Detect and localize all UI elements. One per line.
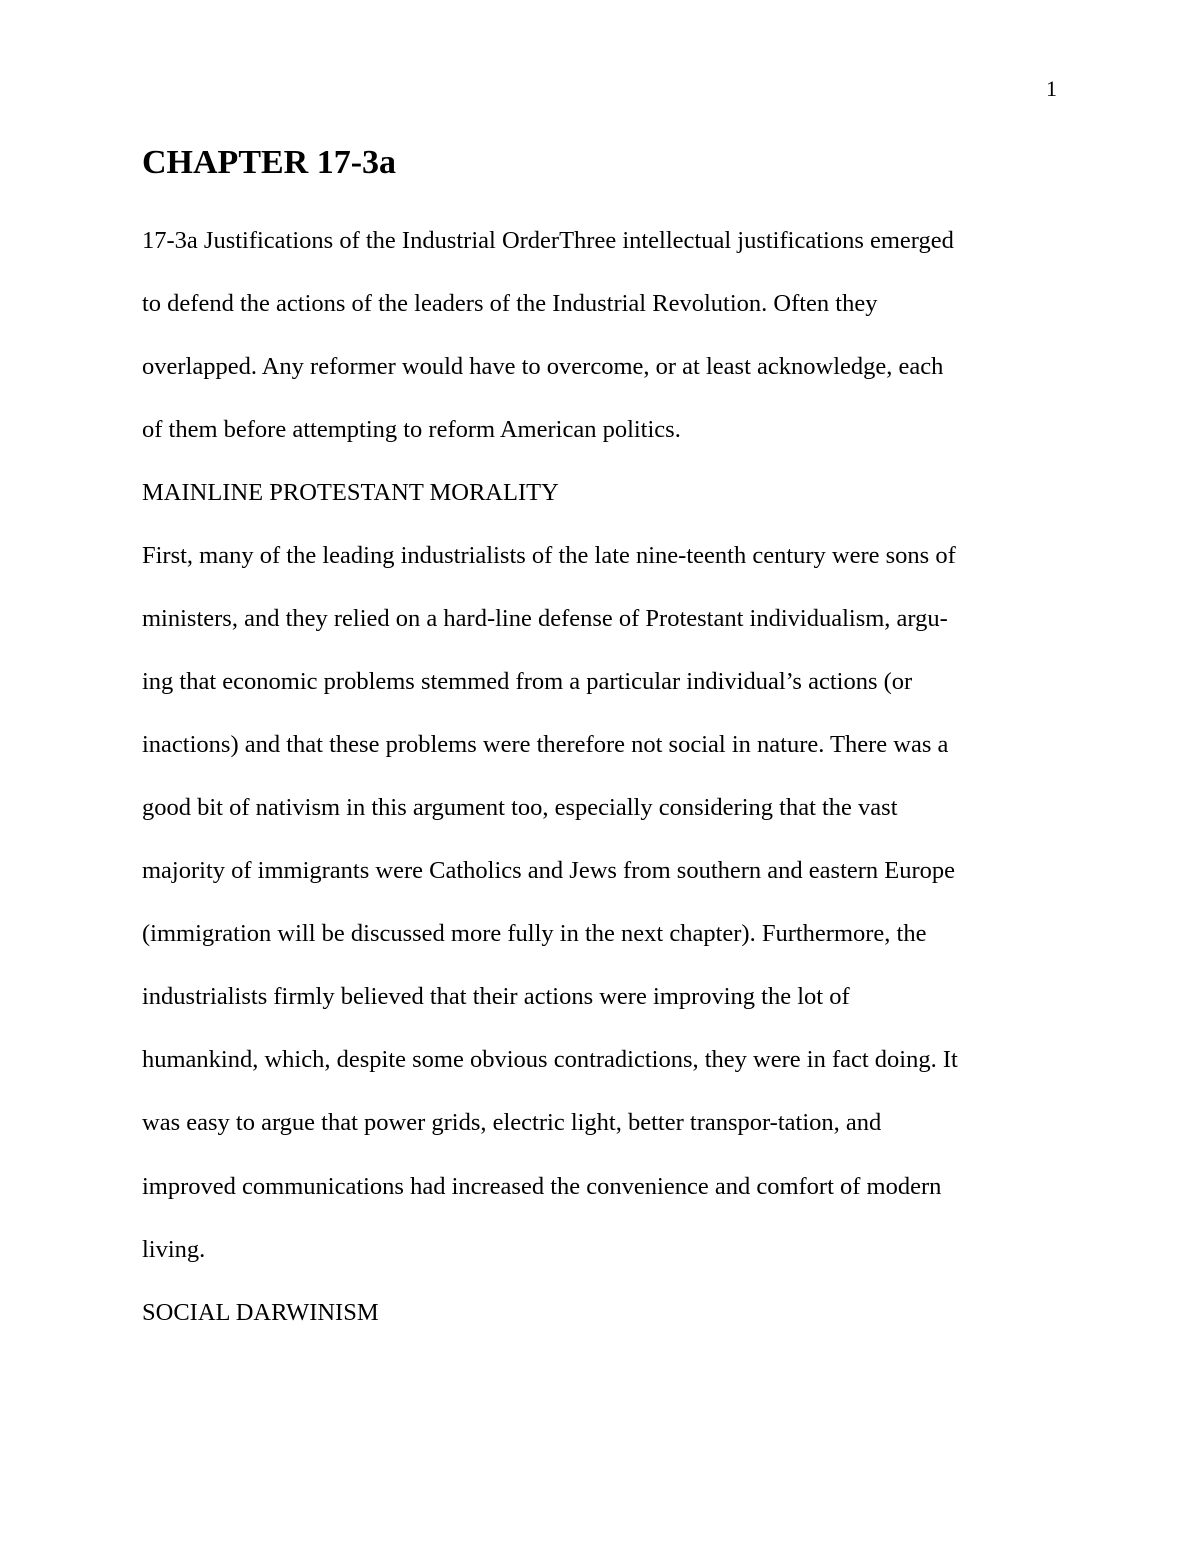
section-heading-mainline-protestant-morality: MAINLINE PROTESTANT MORALITY [142,479,559,506]
chapter-title: CHAPTER 17-3a [142,144,397,181]
paragraph-2-line-6: majority of immigrants were Catholics and Jews from southern and eastern Europe [142,857,956,884]
paragraph-2-line-1: First, many of the leading industrialists of the late nine-teenth century were sons of [142,542,956,569]
paragraph-2-line-11: improved communications had increased the convenience and comfort of modern [142,1173,942,1200]
paragraph-2-line-10: was easy to argue that power grids, electric light, better transpor-tation, and [142,1109,882,1136]
section-heading-social-darwinism: SOCIAL DARWINISM [142,1299,379,1326]
paragraph-2-line-3: ing that economic problems stemmed from a particular individual’s actions (or [142,668,913,695]
paragraph-2-line-4: inactions) and that these problems were therefore not social in nature. There was a [142,731,949,758]
paragraph-2-line-12: living. [142,1236,206,1263]
paragraph-1-line-1: 17-3a Justifications of the Industrial OrderThree intellectual justifications emerged [142,227,954,254]
paragraph-1-line-4: of them before attempting to reform American politics. [142,416,681,443]
paragraph-2-line-7: (immigration will be discussed more fully in the next chapter). Furthermore, the [142,920,927,947]
paragraph-1-line-2: to defend the actions of the leaders of the Industrial Revolution. Often they [142,290,878,317]
paragraph-2-line-5: good bit of nativism in this argument too, especially considering that the vast [142,794,898,821]
paragraph-1-line-3: overlapped. Any reformer would have to overcome, or at least acknowledge, each [142,353,944,380]
paragraph-2-line-2: ministers, and they relied on a hard-line defense of Protestant individualism, argu- [142,605,948,632]
paragraph-2-line-9: humankind, which, despite some obvious contradictions, they were in fact doing. It [142,1046,958,1073]
page-number: 1 [1046,76,1057,101]
paragraph-2-line-8: industrialists firmly believed that their actions were improving the lot of [142,983,850,1010]
